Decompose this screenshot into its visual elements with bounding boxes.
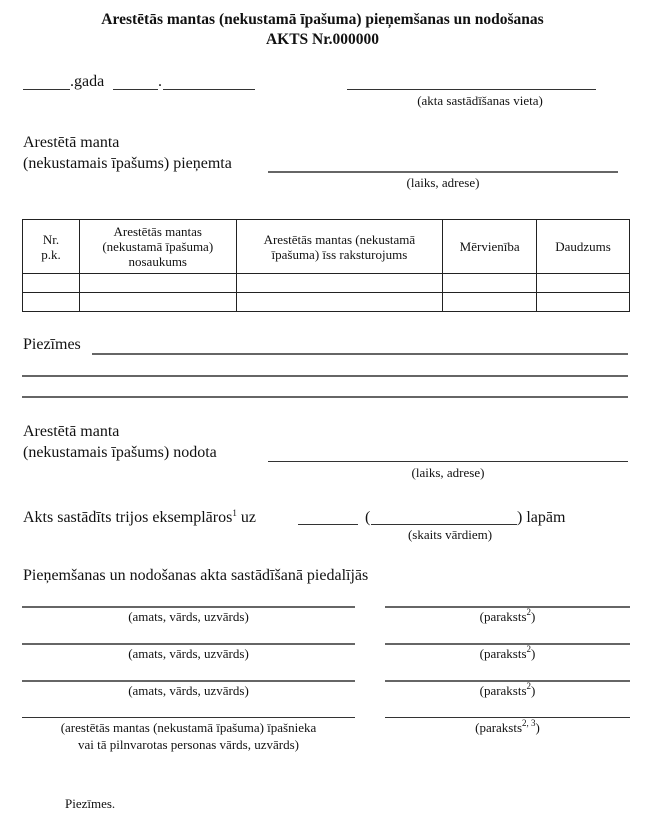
footnote-ref: 2 <box>526 681 532 691</box>
cell-number[interactable] <box>23 293 80 312</box>
cell-description[interactable] <box>236 274 443 293</box>
cell-quantity[interactable] <box>537 293 630 312</box>
header-text: p.k. <box>41 246 61 262</box>
cell-quantity[interactable] <box>537 274 630 293</box>
notes-label: Piezīmes <box>23 336 81 353</box>
accepted-time-address-field[interactable] <box>268 171 618 173</box>
participant-2-signature-caption <box>385 646 630 662</box>
month-field[interactable] <box>163 89 255 90</box>
place-field[interactable] <box>347 89 596 90</box>
copies-uz: uz <box>240 509 256 526</box>
header-text: Daudzums <box>555 239 611 254</box>
notes-line-2[interactable] <box>22 375 628 377</box>
table-row <box>23 293 630 312</box>
cell-description[interactable] <box>236 293 443 312</box>
table-header-row <box>23 220 630 274</box>
copies-text: Akts sastādīts trijos eksemplāros <box>23 509 233 526</box>
footnote-ref-1: 1 <box>232 508 237 518</box>
handed-over-label-line1: Arestētā manta <box>23 423 120 440</box>
cell-number[interactable] <box>23 274 80 293</box>
place-caption: (akta sastādīšanas vieta) <box>417 93 543 108</box>
paren-open: ( <box>365 509 371 526</box>
date-dot: . <box>158 73 162 90</box>
participant-3-signature-field[interactable] <box>385 680 630 682</box>
property-items-table <box>22 219 630 312</box>
owner-name-field[interactable] <box>22 717 355 718</box>
column-header-number <box>23 220 80 274</box>
participant-3-signature-caption <box>385 683 630 699</box>
close-paren: ) <box>531 683 536 698</box>
cell-name[interactable] <box>79 293 236 312</box>
handed-over-label-line2: (nekustamais īpašums) nodota <box>23 444 217 461</box>
participant-3-name-caption: (amats, vārds, uzvārds) <box>128 683 249 698</box>
accepted-label-line2: (nekustamais īpašums) pieņemta <box>23 155 232 172</box>
accepted-label-line1: Arestētā manta <box>23 134 120 151</box>
header-text: Arestētās mantas <box>113 224 202 239</box>
pages-label: ) lapām <box>517 509 566 526</box>
cell-unit[interactable] <box>443 293 537 312</box>
owner-signature-caption <box>385 720 630 736</box>
handed-over-caption: (laiks, adrese) <box>411 465 485 480</box>
signature-label: (paraksts <box>479 609 527 624</box>
header-text: Arestētās mantas (nekustamā <box>263 231 416 247</box>
page-count-words-field[interactable] <box>371 524 517 525</box>
footer-notes-label: Piezīmes. <box>65 796 116 811</box>
notes-line-1[interactable] <box>92 353 628 355</box>
participant-1-signature-field[interactable] <box>385 606 630 608</box>
header-text: Mērvienība <box>459 239 520 254</box>
participant-1-name-caption: (amats, vārds, uzvārds) <box>128 609 249 624</box>
owner-name-caption-line1: (arestētās mantas (nekustamā īpašuma) īpašnieka <box>60 720 317 735</box>
participants-heading: Pieņemšanas un nodošanas akta sastādīšanā piedalījās <box>23 567 369 584</box>
accepted-caption: (laiks, adrese) <box>406 175 480 190</box>
close-paren: ) <box>535 720 540 735</box>
column-header-quantity <box>537 220 630 274</box>
header-text: nosaukums <box>128 254 187 269</box>
participant-1-signature-caption <box>385 609 630 625</box>
footnote-ref: 2 <box>526 644 532 654</box>
signature-label: (paraksts <box>479 646 527 661</box>
owner-name-caption-line2: vai tā pilnvarotas personas vārds, uzvārds) <box>78 737 299 752</box>
cell-name[interactable] <box>79 274 236 293</box>
footnote-ref: 2, 3 <box>522 718 536 728</box>
participant-2-signature-field[interactable] <box>385 643 630 645</box>
owner-signature-field[interactable] <box>385 717 630 718</box>
day-field[interactable] <box>113 89 158 90</box>
cell-unit[interactable] <box>443 274 537 293</box>
page-count-field[interactable] <box>298 524 358 525</box>
act-number: AKTS Nr.000000 <box>265 31 380 48</box>
page-count-words-caption: (skaits vārdiem) <box>407 527 493 542</box>
header-text: Nr. <box>42 231 60 247</box>
participant-3-name-field[interactable] <box>22 680 355 682</box>
column-header-name <box>79 220 236 274</box>
signature-label: (paraksts <box>475 720 523 735</box>
year-field[interactable] <box>23 89 70 90</box>
participant-1-name-field[interactable] <box>22 606 355 608</box>
close-paren: ) <box>531 646 536 661</box>
footnote-ref: 2 <box>526 607 532 617</box>
year-label: .gada <box>70 73 105 90</box>
notes-line-3[interactable] <box>22 396 628 398</box>
copies-statement <box>23 508 256 528</box>
handed-over-time-address-field[interactable] <box>268 461 628 462</box>
table-row <box>23 274 630 293</box>
header-text: (nekustamā īpašuma) <box>102 239 214 254</box>
signature-label: (paraksts <box>479 683 527 698</box>
close-paren: ) <box>531 609 536 624</box>
column-header-unit <box>443 220 537 274</box>
column-header-description <box>236 220 443 274</box>
participant-2-name-field[interactable] <box>22 643 355 645</box>
document-title: Arestētās mantas (nekustamā īpašuma) pieņemšanas un nodošanas <box>101 11 544 28</box>
header-text: īpašuma) īss raksturojums <box>271 246 408 262</box>
participant-2-name-caption: (amats, vārds, uzvārds) <box>128 646 249 661</box>
